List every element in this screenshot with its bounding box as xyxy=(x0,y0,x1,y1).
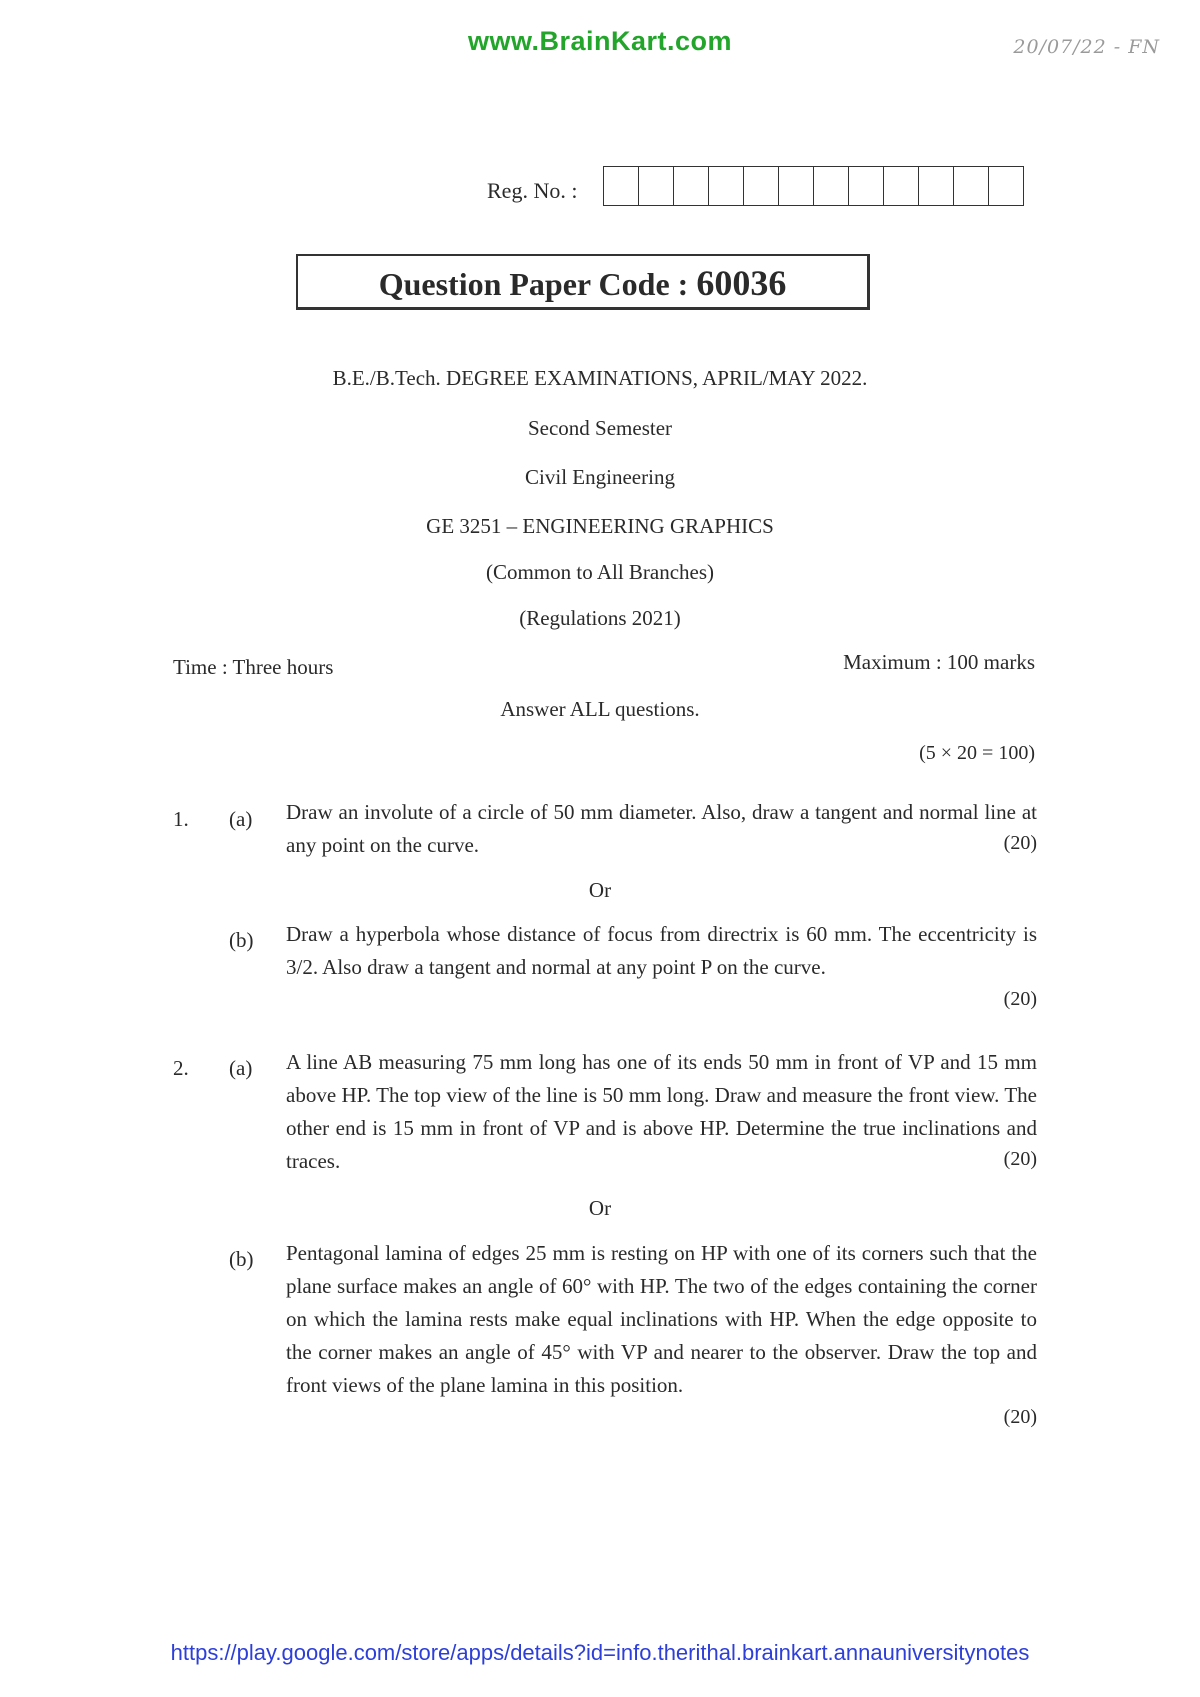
question-part-label: (a) xyxy=(229,1056,253,1080)
question-paper-code-box xyxy=(296,254,870,310)
site-header-link[interactable]: www.BrainKart.com xyxy=(467,26,733,56)
exam-branch: Civil Engineering xyxy=(525,465,675,489)
or-separator: Or xyxy=(588,878,612,902)
handwritten-date-note: 20/07/22 - FN xyxy=(1013,36,1160,58)
question-part-label: (a) xyxy=(229,807,253,831)
reg-no-digit-box xyxy=(709,167,744,205)
marks-formula: (5 × 20 = 100) xyxy=(919,742,1035,764)
reg-no-digit-box xyxy=(744,167,779,205)
question-marks: (20) xyxy=(1003,988,1037,1010)
paper-code-label: Question Paper Code : xyxy=(378,266,689,302)
question-number: 1. xyxy=(173,807,189,831)
reg-no-label: Reg. No. : xyxy=(487,178,578,203)
paper-code-value: 60036 xyxy=(696,263,787,303)
question-marks: (20) xyxy=(1003,1406,1037,1428)
reg-no-digit-box xyxy=(604,167,639,205)
or-separator: Or xyxy=(588,1196,612,1220)
footer-app-link[interactable]: https://play.google.com/store/apps/details?id=info.therithal.brainkart.annauniversitynotes xyxy=(170,1640,1030,1665)
reg-no-digit-box xyxy=(989,167,1024,205)
exam-common: (Common to All Branches) xyxy=(485,560,715,584)
reg-no-boxes xyxy=(603,166,1024,206)
exam-regulations: (Regulations 2021) xyxy=(519,606,681,630)
reg-no-digit-box xyxy=(779,167,814,205)
exam-instruction: Answer ALL questions. xyxy=(500,697,700,721)
question-marks: (20) xyxy=(1003,832,1037,854)
reg-no-digit-box xyxy=(884,167,919,205)
question-marks: (20) xyxy=(1003,1148,1037,1170)
reg-no-digit-box xyxy=(639,167,674,205)
question-text: Draw an involute of a circle of 50 mm diameter. Also, draw a tangent and normal line at any point on the curve. xyxy=(286,800,1037,857)
exam-subject: GE 3251 – ENGINEERING GRAPHICS xyxy=(426,514,774,538)
exam-semester: Second Semester xyxy=(527,416,673,440)
exam-maximum-marks: Maximum : 100 marks xyxy=(843,650,1035,674)
reg-no-digit-box xyxy=(814,167,849,205)
question-part-label: (b) xyxy=(229,928,254,952)
reg-no-digit-box xyxy=(849,167,884,205)
question-part-label: (b) xyxy=(229,1247,254,1271)
reg-no-digit-box xyxy=(674,167,709,205)
exam-title: B.E./B.Tech. DEGREE EXAMINATIONS, APRIL/MAY 2022. xyxy=(332,366,868,390)
question-text: A line AB measuring 75 mm long has one of its ends 50 mm in front of VP and 15 mm above HP. The top view of the line is 50 mm long. Draw and measure the front view. The other end is 15 mm in front of VP and is above HP. Determine the true inclinations and traces. xyxy=(286,1050,1037,1173)
question-number: 2. xyxy=(173,1056,189,1080)
question-text: Pentagonal lamina of edges 25 mm is resting on HP with one of its corners such that the plane surface makes an angle of 60° with HP. The two of the edges containing the corner on which the lamina rests make equal inclinations with HP. When the edge opposite to the corner makes an angle of 45° with VP and nearer to the observer. Draw the top and front views of the plane lamina in this position. xyxy=(286,1241,1037,1397)
reg-no-digit-box xyxy=(954,167,989,205)
exam-time: Time : Three hours xyxy=(173,655,334,679)
reg-no-digit-box xyxy=(919,167,954,205)
question-text: Draw a hyperbola whose distance of focus from directrix is 60 mm. The eccentricity is 3/2. Also draw a tangent and normal at any point P on the curve. xyxy=(286,922,1037,979)
